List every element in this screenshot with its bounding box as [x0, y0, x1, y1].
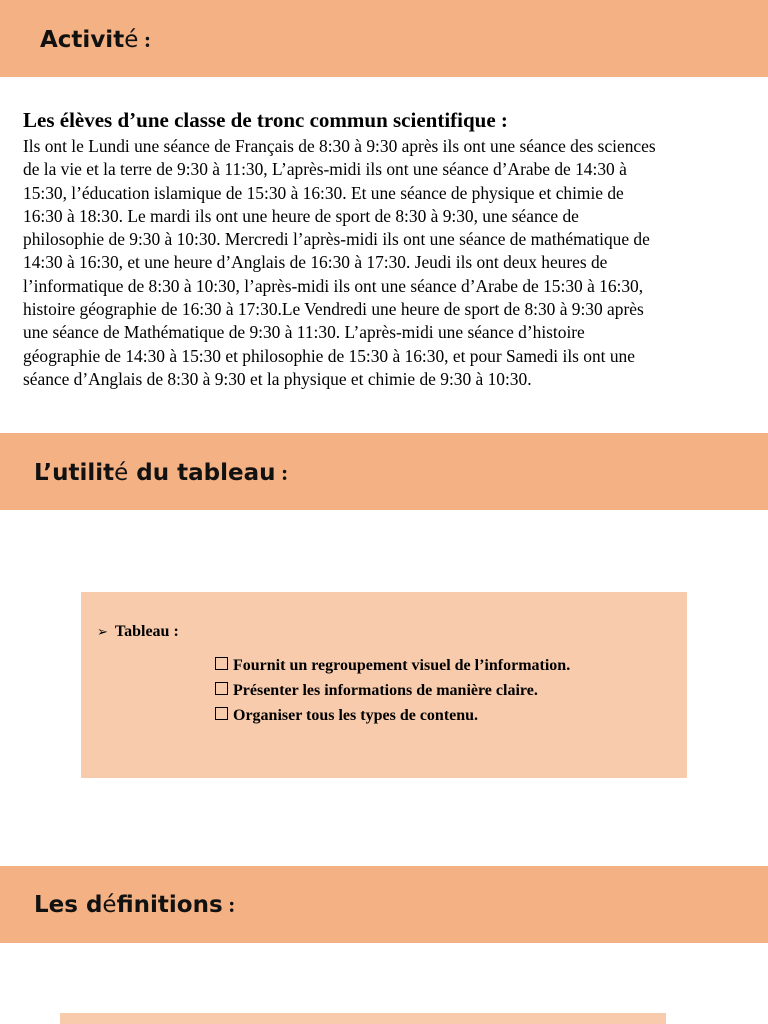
section-title-definitions [34, 892, 235, 918]
title-accent: é [102, 892, 117, 918]
list-item-text: Fournit un regroupement visuel de l’information. [233, 657, 571, 674]
paragraph-line: histoire géographie de 16:30 à 17:30.Le Vendredi une heure de sport de 8:30 à 9:30 après [23, 299, 644, 320]
title-text-rest: finitions [116, 892, 223, 918]
checkbox-square-icon [215, 707, 228, 720]
section-title-utilite [34, 460, 288, 486]
tableau-label-text: Tableau : [114, 623, 179, 640]
activity-heading: Les élèves d’une classe de tronc commun scientifique : [23, 108, 508, 132]
tableau-label [97, 623, 179, 641]
paragraph-line: de la vie et la terre de 9:30 à 11:30, L’après-midi ils ont une séance d’Arabe de 14:30 à [23, 159, 627, 180]
tableau-list [215, 653, 570, 728]
paragraph-line: une séance de Mathématique de 9:30 à 11:30. L’après-midi une séance d’histoire [23, 322, 585, 343]
paragraph-line: 14:30 à 16:30, et une heure d’Anglais de 16:30 à 17:30. Jeudi ils ont deux heures de [23, 252, 608, 273]
paragraph-line: 16:30 à 18:30. Le mardi ils ont une heure de sport de 8:30 à 9:30, une séance de [23, 205, 579, 226]
paragraph-line: Ils ont le Lundi une séance de Français de 8:30 à 9:30 après ils ont une séance des sciences [23, 136, 656, 156]
section-title-activite [40, 27, 151, 53]
list-item [215, 653, 570, 678]
title-text: Les d [34, 892, 103, 918]
paragraph-line: philosophie de 9:30 à 10:30. Mercredi l’après-midi ils ont une séance de mathématique de [23, 229, 650, 250]
list-item [215, 678, 570, 703]
title-colon: : [275, 460, 289, 485]
title-accent: é [114, 460, 129, 486]
title-colon: : [138, 27, 152, 52]
definitions-info-box [60, 1013, 666, 1024]
title-colon: : [222, 892, 236, 917]
list-item-text: Organiser tous les types de contenu. [233, 707, 479, 724]
activity-paragraph [23, 135, 728, 391]
paragraph-line: séance d’Anglais de 8:30 à 9:30 et la physique et chimie de 9:30 à 10:30. [23, 368, 532, 389]
list-item-text: Présenter les informations de manière claire. [233, 682, 538, 699]
title-text: Activit [40, 27, 125, 53]
paragraph-line: l’informatique de 8:30 à 10:30, l’après-midi ils ont une séance d’Arabe de 15:30 à 16:30, [23, 275, 644, 296]
paragraph-line: 15:30, l’éducation islamique de 15:30 à 16:30. Et une séance de physique et chimie de [23, 182, 624, 203]
title-text-rest: du tableau [128, 460, 276, 486]
arrow-bullet-icon: ➢ [97, 625, 108, 640]
checkbox-square-icon [215, 657, 228, 670]
paragraph-line: géographie de 14:30 à 15:30 et philosophie de 15:30 à 16:30, et pour Samedi ils ont une [23, 345, 635, 366]
tableau-info-box [81, 592, 687, 778]
list-item [215, 703, 570, 728]
title-accent: é [124, 27, 139, 53]
checkbox-square-icon [215, 682, 228, 695]
title-text: L’utilit [34, 460, 115, 486]
